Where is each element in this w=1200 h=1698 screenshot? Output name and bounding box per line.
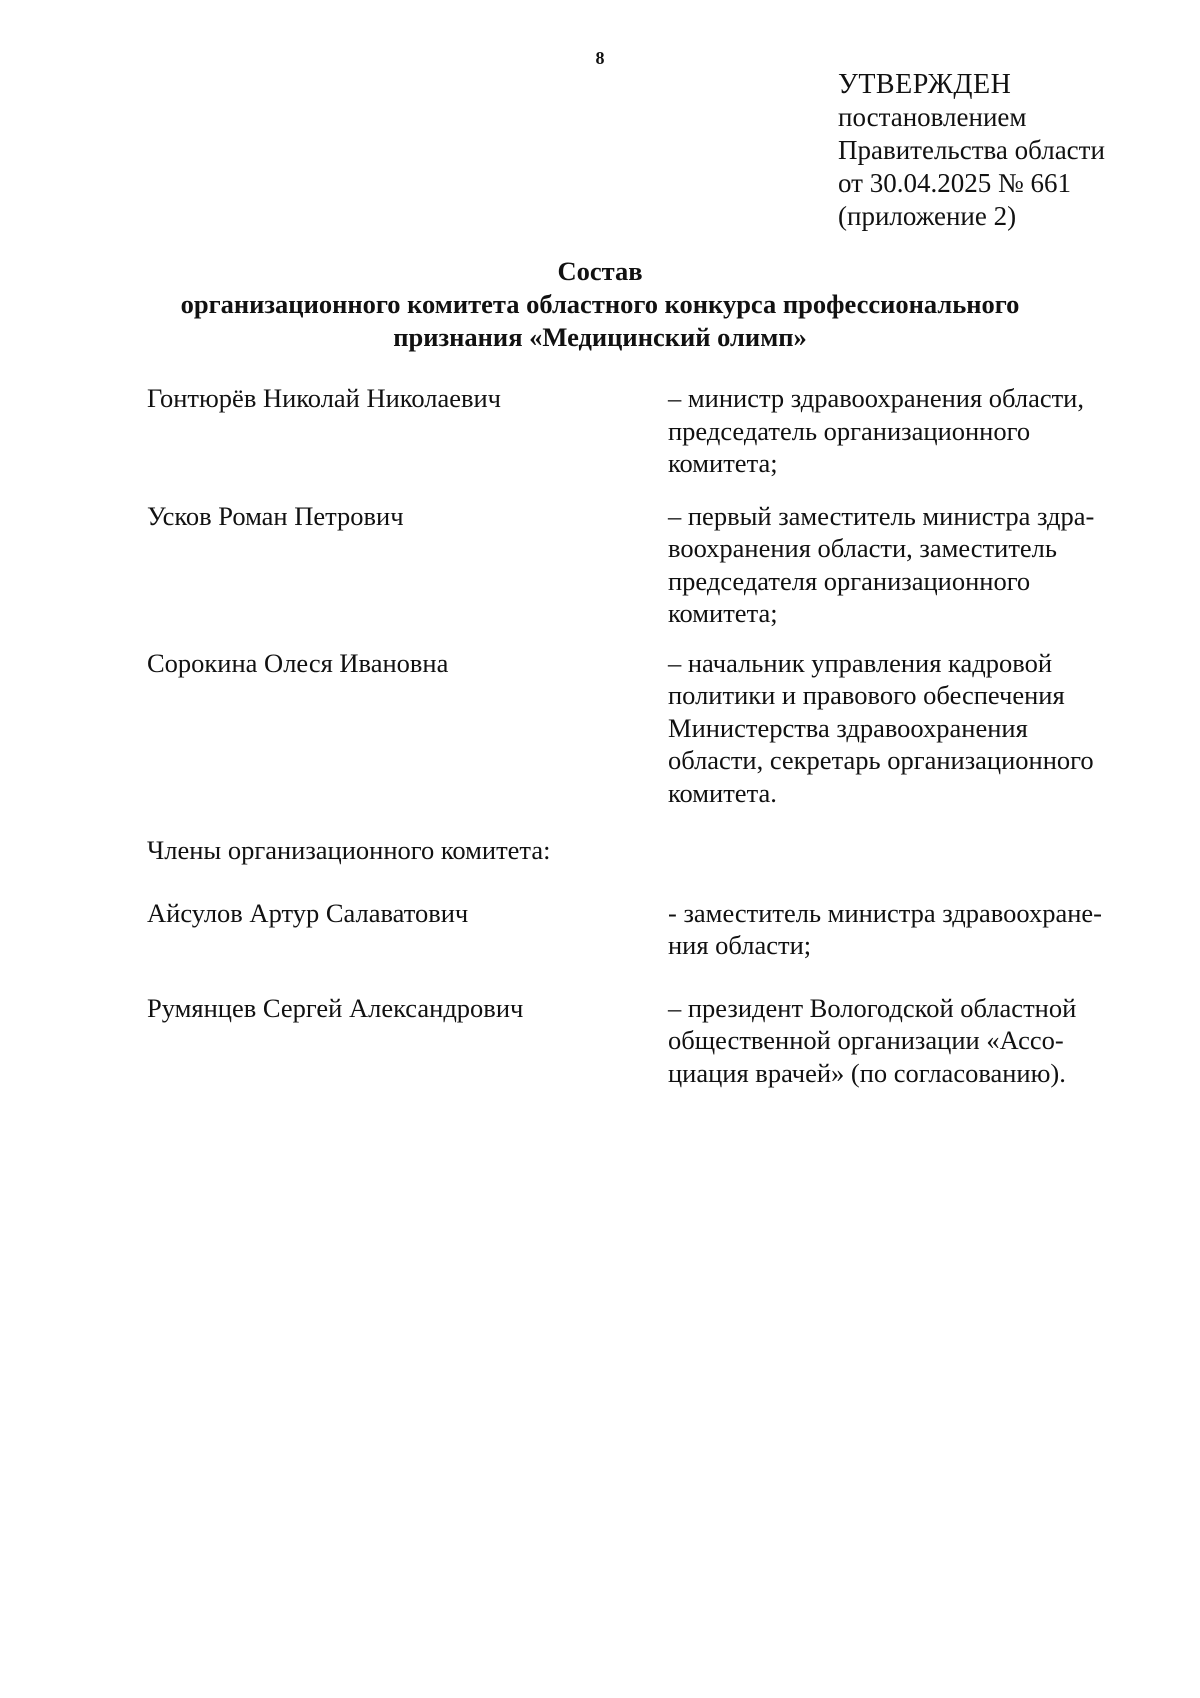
role-line: воохранения области, заместитель [668, 533, 1057, 563]
approval-title: УТВЕРЖДЕН [838, 69, 1012, 100]
role-line: комитета; [668, 598, 778, 628]
document-heading [150, 255, 1050, 354]
member-role [668, 382, 1142, 480]
member-name: Айсулов Артур Салаватович [147, 897, 469, 928]
page-number: 8 [595, 48, 605, 68]
heading-subtitle: организационного комитета областного конкурса профессионального [180, 289, 1020, 319]
member-row [147, 992, 1142, 1090]
heading-subtitle: признания «Медицинский олимп» [393, 322, 807, 352]
approval-line: от 30.04.2025 № 661 [838, 168, 1071, 198]
approval-stamp [838, 68, 1105, 233]
member-role [668, 992, 1142, 1090]
role-line: области, секретарь организационного [668, 745, 1094, 775]
role-line: - заместитель министра здравоохране- [668, 897, 1102, 928]
members-label-row [147, 834, 1142, 867]
members-label: Члены организационного комитета: [147, 835, 551, 865]
role-line: общественной организации «Ассо- [668, 1025, 1064, 1055]
role-line: – первый заместитель министра здра- [668, 500, 1095, 531]
role-line: Министерства здравоохранения [668, 712, 1028, 743]
approval-line: постановлением [838, 102, 1027, 132]
member-name: Румянцев Сергей Александрович [147, 992, 524, 1023]
role-line: – президент Вологодской областной [668, 992, 1077, 1023]
committee-row [147, 382, 1142, 480]
role-line: председатель организационного [668, 415, 1031, 446]
role-line: – министр здравоохранения области, [668, 383, 1084, 413]
committee-row [147, 647, 1142, 810]
role-line: комитета; [668, 448, 778, 478]
committee-row [147, 500, 1142, 630]
member-name: Сорокина Олеся Ивановна [147, 647, 449, 678]
approval-line: Правительства области [838, 135, 1105, 165]
role-line: циация врачей» (по согласованию). [668, 1057, 1066, 1088]
member-name: Усков Роман Петрович [147, 500, 404, 531]
member-role [668, 897, 1142, 962]
role-line: председателя организационного [668, 565, 1031, 596]
member-role [668, 500, 1142, 630]
role-line: комитета. [668, 777, 777, 808]
role-line: политики и правового обеспечения [668, 680, 1065, 710]
heading-title: Состав [557, 256, 643, 286]
member-role [668, 647, 1142, 810]
member-row [147, 897, 1142, 962]
approval-line: (приложение 2) [838, 201, 1017, 231]
role-line: – начальник управления кадровой [668, 647, 1053, 678]
member-name: Гонтюрёв Николай Николаевич [147, 383, 502, 413]
role-line: ния области; [668, 930, 812, 960]
committee-list [147, 382, 1142, 1089]
